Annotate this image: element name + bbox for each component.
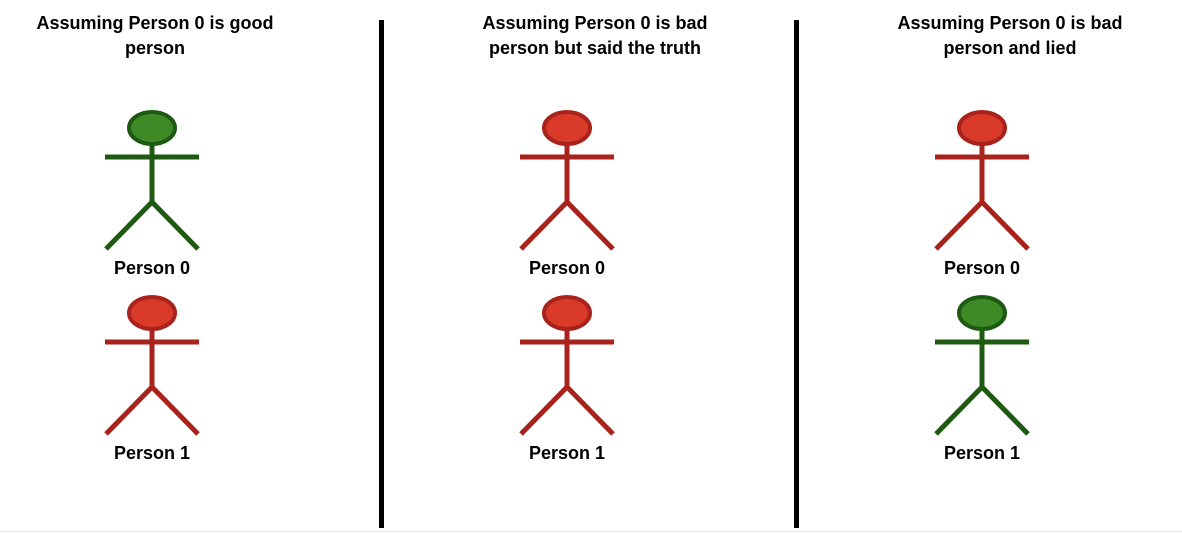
person-0-figure bbox=[934, 110, 1030, 278]
person-0-figure bbox=[104, 110, 200, 278]
person-1-label: Person 1 bbox=[528, 443, 606, 463]
person-1-figure bbox=[104, 295, 200, 463]
stick-figure-icon bbox=[934, 110, 1030, 252]
stick-figure-icon bbox=[104, 110, 200, 252]
figure-left-leg bbox=[106, 202, 152, 249]
stick-figure-icon bbox=[934, 295, 1030, 437]
figure-right-leg bbox=[152, 202, 198, 249]
stick-figure-icon bbox=[104, 295, 200, 437]
panel-title-line1: Assuming Person 0 is good bbox=[36, 13, 274, 33]
stick-figure-icon bbox=[519, 295, 615, 437]
panel-title bbox=[845, 11, 1175, 61]
panel-divider bbox=[379, 20, 384, 528]
panel-title-line2: person but said the truth bbox=[488, 38, 701, 58]
person-0-figure bbox=[519, 110, 615, 278]
figure-left-leg bbox=[936, 202, 982, 249]
person-1-label: Person 1 bbox=[943, 443, 1021, 463]
figure-right-leg bbox=[567, 387, 613, 434]
bottom-border bbox=[0, 531, 1182, 532]
figure-head bbox=[959, 297, 1005, 329]
panel-title-line1: Assuming Person 0 is bad bbox=[897, 13, 1123, 33]
stick-figure-icon bbox=[519, 110, 615, 252]
person-1-figure bbox=[519, 295, 615, 463]
figure-head bbox=[129, 112, 175, 144]
figure-right-leg bbox=[982, 387, 1028, 434]
panel-title bbox=[430, 11, 760, 61]
figure-head bbox=[129, 297, 175, 329]
panel-title-line2: person bbox=[124, 38, 185, 58]
person-0-label: Person 0 bbox=[943, 258, 1021, 278]
figure-left-leg bbox=[106, 387, 152, 434]
figure-right-leg bbox=[982, 202, 1028, 249]
panel-title bbox=[5, 11, 305, 61]
panel-title-line1: Assuming Person 0 is bad bbox=[482, 13, 708, 33]
person-0-label: Person 0 bbox=[113, 258, 191, 278]
figure-right-leg bbox=[567, 202, 613, 249]
person-0-label: Person 0 bbox=[528, 258, 606, 278]
figure-head bbox=[544, 297, 590, 329]
figure-head bbox=[544, 112, 590, 144]
figure-left-leg bbox=[521, 387, 567, 434]
panel-divider bbox=[794, 20, 799, 528]
figure-head bbox=[959, 112, 1005, 144]
person-1-figure bbox=[934, 295, 1030, 463]
figure-left-leg bbox=[521, 202, 567, 249]
figure-left-leg bbox=[936, 387, 982, 434]
figure-right-leg bbox=[152, 387, 198, 434]
person-1-label: Person 1 bbox=[113, 443, 191, 463]
panel-title-line2: person and lied bbox=[943, 38, 1077, 58]
